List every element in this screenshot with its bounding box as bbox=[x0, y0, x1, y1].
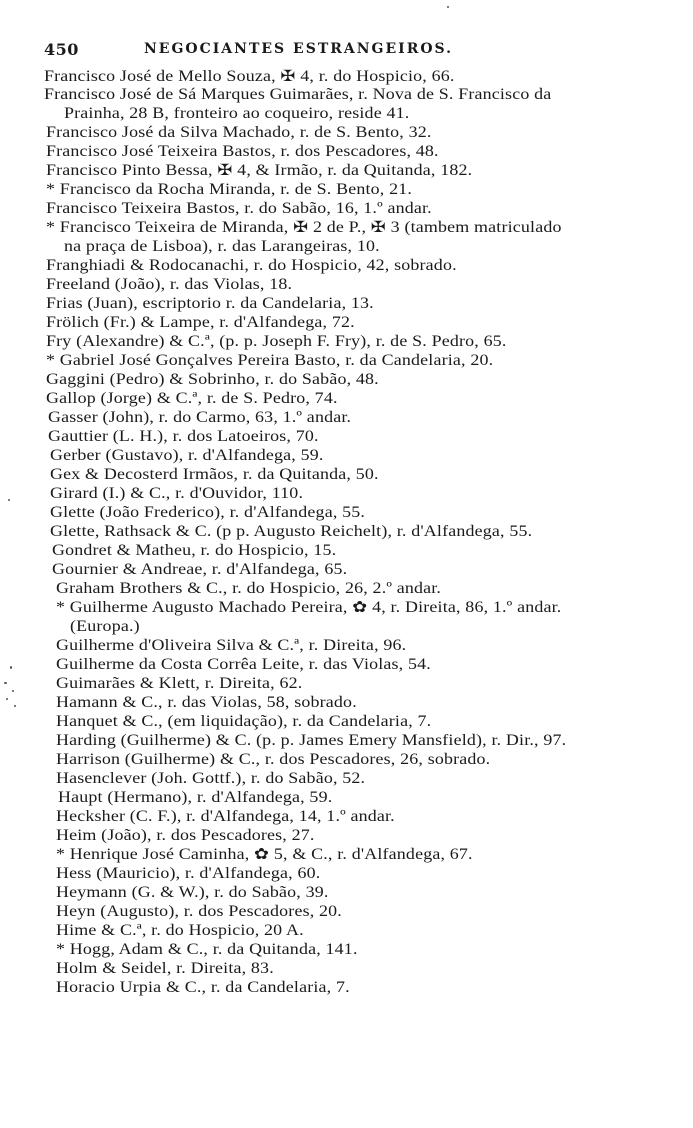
margin-speck bbox=[4, 682, 7, 684]
margin-speck bbox=[447, 6, 449, 8]
entry-line: Frölich (Fr.) & Lampe, r. d'Alfandega, 72. bbox=[46, 314, 355, 331]
margin-speck bbox=[6, 698, 8, 700]
entry-line: Guilherme da Costa Corrêa Leite, r. das Violas, 54. bbox=[56, 656, 431, 673]
entry-line: Francisco Teixeira Bastos, r. do Sabão, 16, 1.º andar. bbox=[46, 200, 432, 217]
entry-line: * Guilherme Augusto Machado Pereira, ✿ 4, r. Direita, 86, 1.º andar. bbox=[56, 599, 562, 616]
entry-line: Franghiadi & Rodocanachi, r. do Hospicio, 42, sobrado. bbox=[46, 257, 457, 274]
margin-speck bbox=[10, 666, 12, 669]
entry-line: Gex & Decosterd Irmãos, r. da Quitanda, 50. bbox=[50, 466, 379, 483]
margin-speck bbox=[12, 690, 14, 692]
margin-speck bbox=[14, 705, 16, 707]
entry-line: Haupt (Hermano), r. d'Alfandega, 59. bbox=[58, 789, 333, 806]
entry-line: Francisco José Teixeira Bastos, r. dos Pescadores, 48. bbox=[46, 143, 439, 160]
page-header bbox=[44, 40, 504, 66]
entry-line: (Europa.) bbox=[70, 618, 140, 635]
entry-line: Harding (Guilherme) & C. (p. p. James Emery Mansfield), r. Dir., 97. bbox=[56, 732, 567, 749]
entry-line: * Gabriel José Gonçalves Pereira Basto, r. da Candelaria, 20. bbox=[46, 352, 494, 369]
entry-line: Hime & C.ª, r. do Hospicio, 20 A. bbox=[56, 922, 304, 939]
entry-line: Gerber (Gustavo), r. d'Alfandega, 59. bbox=[50, 447, 324, 464]
entry-line: Francisco José de Mello Souza, ✠ 4, r. do Hospicio, 66. bbox=[44, 68, 455, 85]
margin-speck bbox=[8, 499, 10, 501]
entry-line: Heymann (G. & W.), r. do Sabão, 39. bbox=[56, 884, 329, 901]
entry-line: Guimarães & Klett, r. Direita, 62. bbox=[56, 675, 303, 692]
entry-line: Francisco Pinto Bessa, ✠ 4, & Irmão, r. da Quitanda, 182. bbox=[46, 162, 473, 179]
entry-line: Hamann & C., r. das Violas, 58, sobrado. bbox=[56, 694, 357, 711]
entry-line: Graham Brothers & C., r. do Hospicio, 26, 2.º andar. bbox=[56, 580, 442, 597]
entry-line: Francisco José da Silva Machado, r. de S. Bento, 32. bbox=[46, 124, 432, 141]
entry-line: Glette, Rathsack & C. (p p. Augusto Reichelt), r. d'Alfandega, 55. bbox=[50, 523, 533, 540]
entry-line: Fry (Alexandre) & C.ª, (p. p. Joseph F. Fry), r. de S. Pedro, 65. bbox=[46, 333, 507, 350]
entry-line: Heim (João), r. dos Pescadores, 27. bbox=[56, 827, 315, 844]
entry-line: * Francisco da Rocha Miranda, r. de S. Bento, 21. bbox=[46, 181, 413, 198]
entry-line: Hanquet & C., (em liquidação), r. da Candelaria, 7. bbox=[56, 713, 432, 730]
entry-line: Francisco José de Sá Marques Guimarães, r. Nova de S. Francisco da bbox=[44, 86, 552, 103]
entry-line: Prainha, 28 B, fronteiro ao coqueiro, reside 41. bbox=[64, 105, 410, 122]
entry-line: Gondret & Matheu, r. do Hospicio, 15. bbox=[52, 542, 337, 559]
page-number: 450 bbox=[44, 40, 79, 59]
entry-line: Hecksher (C. F.), r. d'Alfandega, 14, 1.º andar. bbox=[56, 808, 395, 825]
entry-line: Gallop (Jorge) & C.ª, r. de S. Pedro, 74. bbox=[46, 390, 338, 407]
entry-line: * Henrique José Caminha, ✿ 5, & C., r. d'Alfandega, 67. bbox=[56, 846, 473, 863]
running-head: NEGOCIANTES ESTRANGEIROS. bbox=[144, 41, 454, 57]
entry-line: Hasenclever (Joh. Gottf.), r. do Sabão, 52. bbox=[56, 770, 366, 787]
entry-line: na praça de Lisboa), r. das Larangeiras, 10. bbox=[64, 238, 380, 255]
entry-line: Gasser (John), r. do Carmo, 63, 1.º andar. bbox=[48, 409, 352, 426]
entry-line: Gaggini (Pedro) & Sobrinho, r. do Sabão, 48. bbox=[46, 371, 379, 388]
entry-line: Guilherme d'Oliveira Silva & C.ª, r. Direita, 96. bbox=[56, 637, 407, 654]
entry-line: * Hogg, Adam & C., r. da Quitanda, 141. bbox=[56, 941, 358, 958]
entry-line: Freeland (João), r. das Violas, 18. bbox=[46, 276, 293, 293]
entry-line: Girard (I.) & C., r. d'Ouvidor, 110. bbox=[50, 485, 304, 502]
entry-line: * Francisco Teixeira de Miranda, ✠ 2 de P., ✠ 3 (tambem matriculado bbox=[46, 219, 562, 236]
entry-line: Horacio Urpia & C., r. da Candelaria, 7. bbox=[56, 979, 350, 996]
entry-line: Glette (João Frederico), r. d'Alfandega, 55. bbox=[50, 504, 366, 521]
entry-line: Holm & Seidel, r. Direita, 83. bbox=[56, 960, 274, 977]
entry-line: Gournier & Andreae, r. d'Alfandega, 65. bbox=[52, 561, 348, 578]
entry-line: Harrison (Guilherme) & C., r. dos Pescadores, 26, sobrado. bbox=[56, 751, 491, 768]
entry-line: Hess (Mauricio), r. d'Alfandega, 60. bbox=[56, 865, 321, 882]
entry-line: Gauttier (L. H.), r. dos Latoeiros, 70. bbox=[48, 428, 319, 445]
entry-line: Heyn (Augusto), r. dos Pescadores, 20. bbox=[56, 903, 342, 920]
entry-line: Frias (Juan), escriptorio r. da Candelaria, 13. bbox=[46, 295, 374, 312]
